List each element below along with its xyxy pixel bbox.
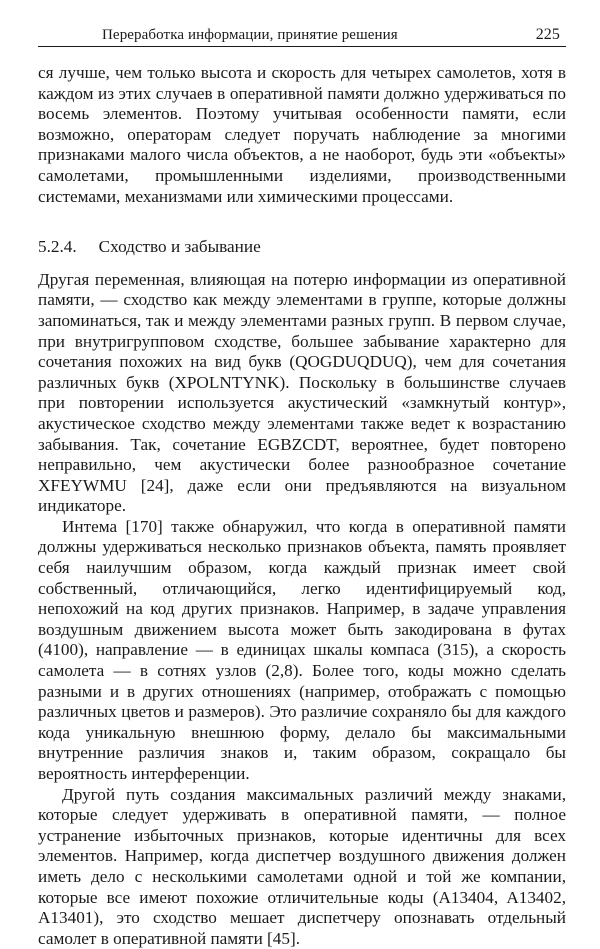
body-text	[38, 63, 566, 949]
section-heading	[38, 237, 566, 258]
section-number: 5.2.4.	[38, 237, 77, 257]
running-title: Переработка информации, принятие решения	[102, 27, 398, 43]
running-header	[38, 26, 566, 47]
paragraph: Интема [170] также обнаружил, что когда в оперативной памяти должны удерживаться несколько признаков объекта, память проявляет себя наилучшим образом, когда каждый признак имеет свой собственный, отличающийся, легко идентифицируемый код, непохожий на код других признаков. Например, в задаче управления воздушным движением высота может быть закодирована в футах (4100), направление — в единицах шкалы компаса (315), а скорость самолета — в сотнях узлов (2,8). Более того, коды можно сделать разными и в других отношениях (например, отображать с помощью различных цветов и размеров). Это различие сохраняло бы для каждого кода уникальную внешнюю форму, делало бы максимальными внутренние различия знаков и, таким образом, сокращало бы вероятность интерференции.	[38, 516, 566, 783]
continuation-paragraph: ся лучше, чем только высота и скорость для четырех самолетов, хотя в каждом из этих случаев в оперативной памяти должно удерживаться по восемь элементов. Поэтому учитывая особенности памяти, если возможно, операторам следует поручать наблюдение за многими признаками малого числа объектов, а не наоборот, будь эти «объекты» самолетами, промышленными изделиями, производственными системами, механизмами или химическими процессами.	[38, 63, 566, 206]
paragraph: Другая переменная, влияющая на потерю информации из оперативной памяти, — сходство как между элементами в группе, которые должны запоминаться, так и между элементами разных групп. В первом случае, при внутригрупповом сходстве, большее забывание характерно для сочетания похожих на вид букв (QOGDUQDUQ), чем для сочетания различных букв (XPOLNTYNK). Поскольку в большинстве случаев при повторении используется акустический «замкнутый контур», акустическое сходство между элементами также ведет к возрастанию забывания. Так, сочетание EGBZCDT, вероятнее, будет повторено неправильно, чем акустически более разнообразное сочетание XFEYWMU [24], даже если они предъявляются на визуальном индикаторе.	[38, 269, 566, 516]
section-title: Сходство и забывание	[98, 237, 261, 257]
paragraph: Другой путь создания максимальных различий между знаками, которые следует удерживать в оперативной памяти, — полное устранение избыточных признаков, которые идентичны для всех элементов. Например, когда диспетчер воздушного движения должен иметь дело с несколькими самолетами одной и той же компании, которые все имеют похожие отличительные коды (A13404, A13402, A13401), это сходство мешает диспетчеру опознавать отдельный самолет в оперативной памяти [45].	[38, 784, 566, 948]
book-page	[38, 26, 566, 949]
page-number: 225	[535, 26, 560, 43]
